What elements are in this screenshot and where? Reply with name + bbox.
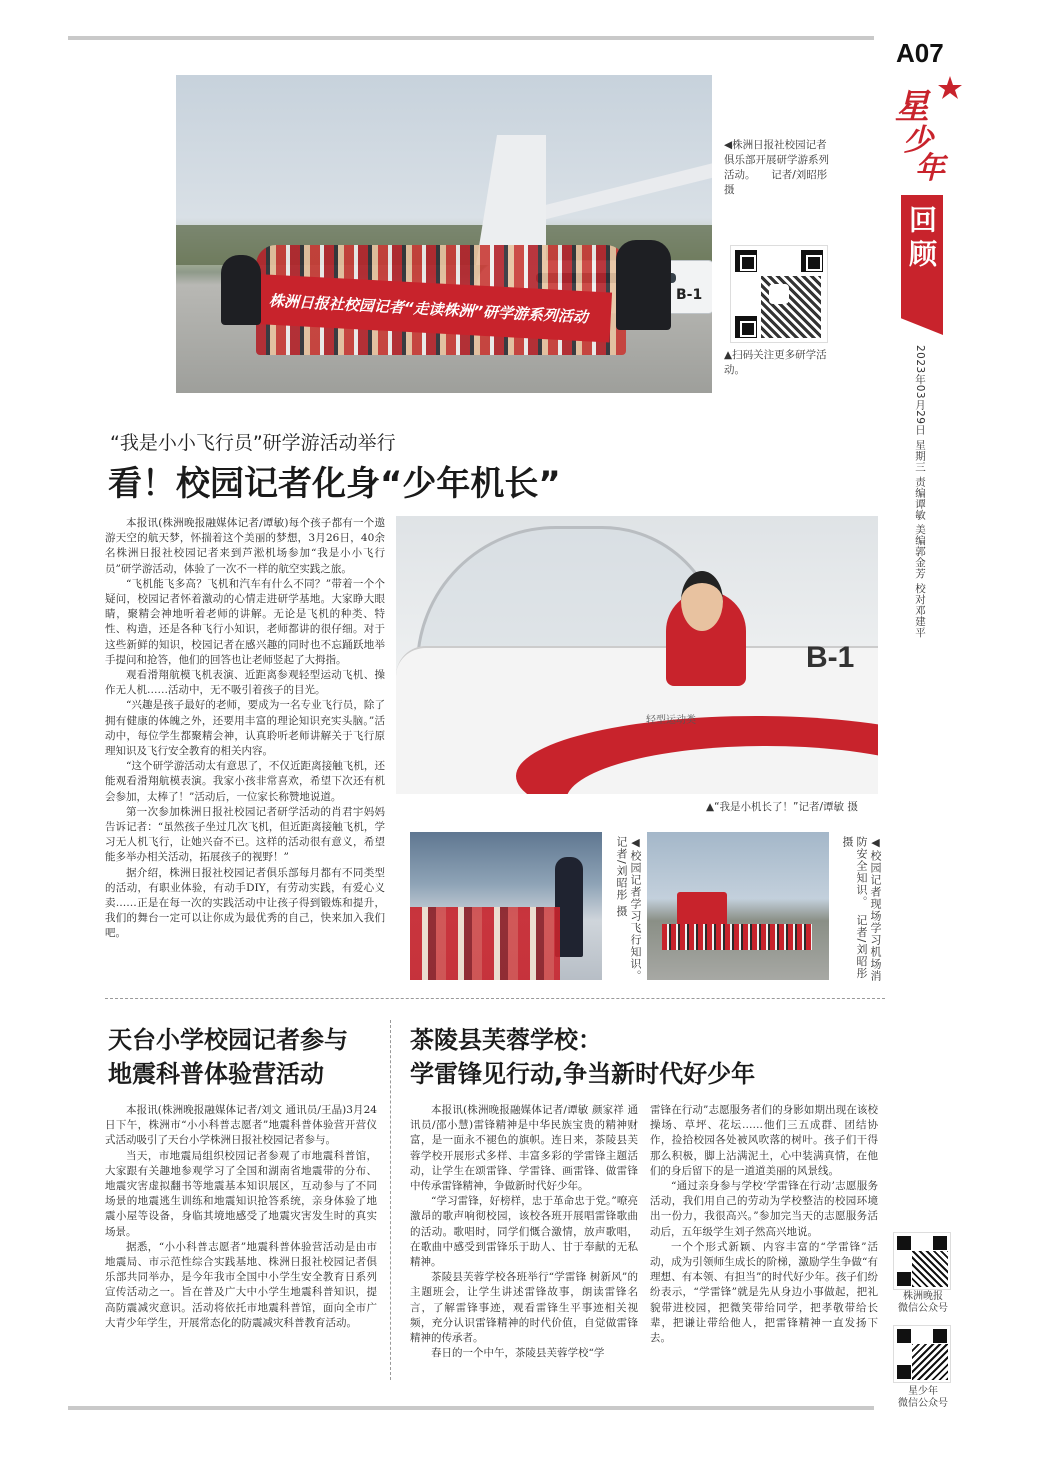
cockpit-photo [396,516,878,794]
quake-headline-1: 天台小学校园记者参与 [108,1026,348,1054]
section-divider [105,998,885,999]
paragraph: 第一次参加株洲日报社校园记者研学活动的肖君宇妈妈告诉记者：“虽然孩子坐过几次飞机，但近距离接触飞机，学习无人机飞行，让她兴奋不已。这样的活动很有意义，希望能多举办相关活动，拓展孩子的视野！” [105,805,385,864]
top-group-photo [176,75,712,393]
paragraph: 据悉，“小小科普志愿者”地震科普体验营活动是由市地震局、市示范性综合实践基地、株洲日报社校园记者俱乐部共同举办，是今年我市全国中小学生安全教育日系列宣传活动之一。旨在普及广大中小学生地震科普知识，提高防震减灾意识。活动将依托市地震科普馆，面向全市广大青少年学生，开展常态化的防震减灾科普教育活动。 [105,1240,377,1329]
pilot-face [681,571,723,631]
paragraph: 春日的一个中午，茶陵县芙蓉学校“学 [431,1347,605,1360]
qr-code-zhuzhou-evening [893,1232,951,1290]
plane-wing [524,155,712,224]
paragraph: 本报讯(株洲晚报融媒体记者/刘文 通讯员/王晶)3月24日下午，株洲市“小小科普志愿者”地震科普体验营开营仪式活动吸引了天台小学株洲日报社校园记者参与。 [105,1104,377,1147]
bottom-rule [68,1406,874,1410]
svg-text:星: 星 [895,87,929,127]
leifeng-col-1 [410,1103,638,1361]
students-standing [662,924,812,950]
qr-code-top [730,245,828,343]
page-number: A07 [896,38,944,68]
cockpit-caption: ▲“我是小机长了！”记者/谭敏 摄 [706,801,858,813]
qr-side-caption-2a: 星少年 [908,1386,938,1397]
fire-truck [677,892,727,927]
paragraph: “学习雷锋，好榜样，忠于革命忠于党。”嘹亮激昂的歌声响彻校园，该校各班开展唱雷锋歌曲的活动。歌唱时，同学们慨合激情，放声歌唱，在歌曲中感受到雷锋乐于助人、甘于奉献的无私精神。 [410,1195,638,1269]
banner-text: 株洲日报社校园记者“走读株洲”研学游系列活动 [268,291,589,326]
leifeng-headline-1: 茶陵县芙蓉学校： [410,1026,602,1054]
svg-text:年: 年 [915,151,945,182]
qr-side-caption-1b: 微信公众号 [898,1303,948,1314]
paragraph: 据介绍，株洲日报社校园记者俱乐部每月都有不同类型的活动，有职业体验，有动手DIY，有劳动实践，有爱心义卖……正是在每一次的实践活动中让孩子得到锻炼和提升，我们的舞台一定可以让你成为最优秀的自己，快来加入我们吧。 [105,866,385,940]
adult-left [221,255,261,325]
cockpit-reg: B-1 [806,641,855,674]
top-rule [68,36,874,40]
main-headline: 看！校园记者化身“少年机长” [108,464,561,504]
paragraph: “飞机能飞多高？飞机和汽车有什么不同？”带着一个个疑问，校园记者怀着激动的心情走进研学基地。大家睁大眼睛，聚精会神地听着老师的讲解。无论是飞机的种类、特性、构造，还是各种飞行小知识，老师都讲的很仔细。对于这些新鲜的知识，校园记者在感兴趣的同时也不忘踊跃地举手提问和抢答，他们的回答也让老师竖起了大拇指。 [105,577,385,666]
dateline: 2023年03月29日 星期三 责编谭敏 美编郭金芳 校对邓建平 [914,345,926,638]
qr-side-caption-2b: 微信公众号 [898,1398,948,1409]
paragraph: 本报讯(株洲晚报融媒体记者/谭敏 颜家祥 通讯员/邵小慧)雷锋精神是中华民族宝贵的精神财富，是一面永不褪色的旗帜。连日来，茶陵县芙蓉学校开展形式多样、丰富多彩的学雷锋主题活动，让学生在颂雷锋、学雷锋、画雷锋、做雷锋中传承雷锋精神，争做新时代好少年。 [410,1104,638,1193]
paragraph: “通过亲身参与学校‘学雷锋在行动’志愿服务活动，我们用自己的劳动为学校整洁的校园环境出一份力，我很高兴。”参加完当天的志愿服务活动后，五年级学生刘子然高兴地说。 [650,1180,878,1238]
paragraph: 当天，市地震局组织校园记者参观了市地震科普馆，大家跟有关趣地参观学习了全国和湖南省地震带的分布、地震灾害虚拟翻书等地震基本知识展区，互动参与了不同场景的地震逃生训练和地震知识抢答系统，亲身体验了地震小屋等设备，身临其境地感受了地震灾害发生时的真实场景。 [105,1149,377,1238]
brand-logo [893,72,963,182]
firefighting-photo [647,832,829,980]
paragraph: “这个研学游活动太有意思了，不仅近距离接触飞机，还能观看滑翔航模表演。我家小孩非常喜欢，希望下次还有机会参加，太棒了！”活动后，一位家长称赞地说道。 [105,760,385,803]
paragraph: “兴趣是孩子最好的老师，要成为一名专业飞行员，除了拥有健康的体魄之外，还要用丰富的理论知识充实头脑。”活动中，每位学生都聚精会神，认真聆听老师讲解关于飞行原理知识及飞行安全教育的相关内容。 [105,699,385,758]
column-divider [390,1020,391,1380]
section-label: 回顾 [905,205,938,273]
cockpit-label: 轻型运动类 [646,715,696,726]
paragraph: 观看滑翔航模飞机表演、近距离参观轻型运动飞机、操作无人机……活动中，无不吸引着孩子的目光。 [105,669,385,697]
students-seated [410,907,560,980]
plane-registration: B-1 [676,287,703,303]
paragraph: 本报讯(株洲晚报融媒体记者/谭敏)每个孩子都有一个遨游天空的航天梦，怀揣着这个美丽的梦想，3月26日，40余名株洲日报社校园记者来到芦淞机场参加“我是小小飞行员”研学游活动，体验了一次不一样的航空实践之旅。 [105,517,385,575]
qr-top-caption: ▲扫码关注更多研学活动。 [724,349,827,376]
quake-headline-2: 地震科普体验营活动 [108,1060,324,1088]
main-article-body [105,516,385,942]
paragraph: 一个个形式新颖、内容丰富的“学雷锋”活动，成为引领师生成长的阶梯，激励学生争做“有理想、有本领、有担当”的时代好少年。孩子们纷纷表示，“学雷锋”就是先从身边小事做起，把礼貌带进校园，把微笑带给同学，把孝敬带给长辈，把谦让带给他人，把雷锋精神一直发扬下去。 [650,1240,878,1345]
paragraph: 雷锋在行动”志愿服务者们的身影如期出现在该校操场、草坪、花坛……他们三五成群、团结协作，捡拾校园各处被风吹落的树叶。孩子们干得那么积极，脚上沾满泥土，心中装满真情，在他们的身后留下的是一道道美丽的风景线。 [650,1104,878,1177]
quake-article-body [105,1103,377,1331]
leifeng-col-2 [650,1103,878,1346]
adult-right [616,240,671,330]
top-photo-caption: ◀株洲日报社校园记者俱乐部开展研学游系列活动。 记者/刘昭彤 摄 [724,139,829,196]
main-kicker: “我是小小飞行员”研学游活动举行 [110,432,396,454]
leifeng-headline-2: 学雷锋见行动,争当新时代好少年 [410,1060,756,1088]
firefighting-caption: ◀校园记者现场学习机场消防安全知识。 记者/刘昭彤 摄 [841,836,882,982]
svg-text:少: 少 [903,123,933,158]
paragraph: 茶陵县芙蓉学校各班举行“学雷锋 树新风”的主题班会，让学生讲述雷锋故事，朗读雷锋名言，了解雷锋事迹，观看雷锋生平事迹相关视频，充分认识雷锋精神的时代价值，自觉做雷锋精神的传承者。 [410,1271,638,1345]
qr-side-caption-1a: 株洲晚报 [903,1291,943,1302]
classroom-photo [410,832,602,980]
classroom-caption: ◀校园记者学习飞行知识。 记者/刘昭彤 摄 [615,836,642,989]
qr-code-xingshaonian [893,1325,951,1383]
